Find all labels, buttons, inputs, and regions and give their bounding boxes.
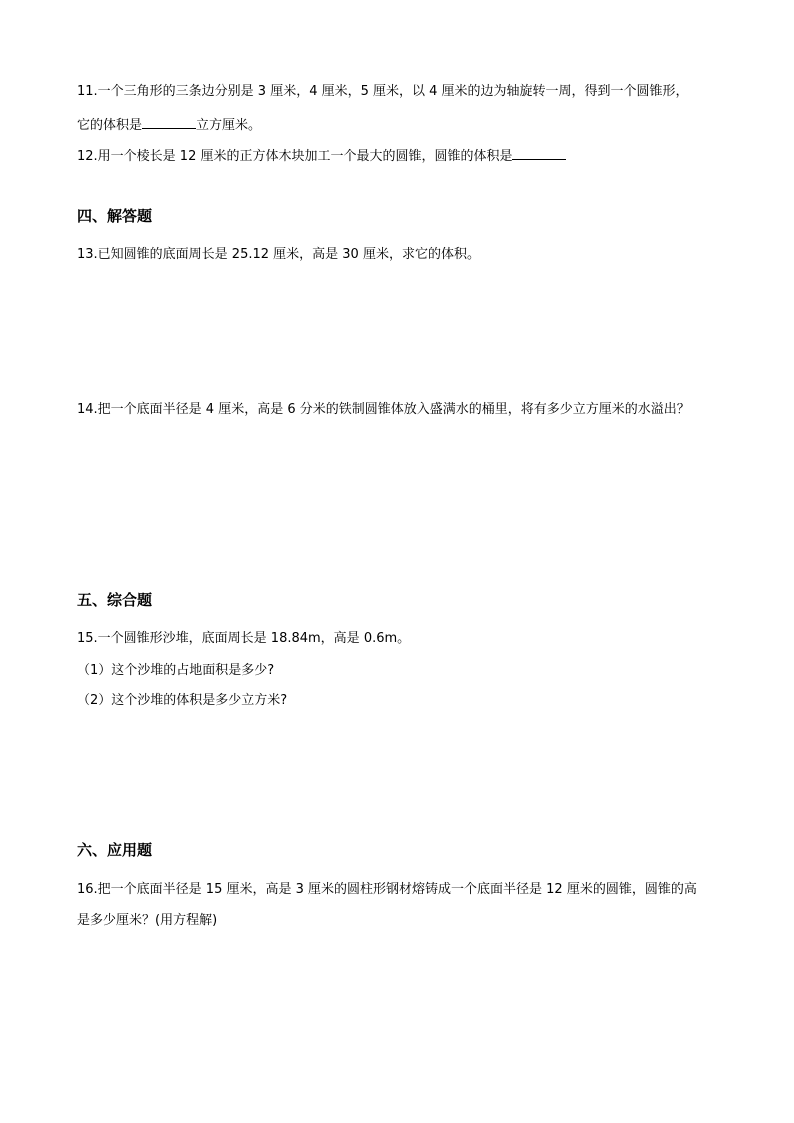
question-16-line-1: [77, 881, 697, 899]
question-15-text: 15.一个圆锥形沙堆，底面周长是 18.84m，高是 0.6m。: [77, 631, 411, 646]
question-13: [77, 246, 480, 264]
question-13-text: 13.已知圆锥的底面周长是 25.12 厘米，高是 30 厘米，求它的体积。: [77, 247, 480, 262]
question-16-text-2: 是多少厘米？(用方程解): [77, 913, 218, 928]
question-15: [77, 630, 410, 648]
question-15-sub-2-text: （2）这个沙堆的体积是多少立方米?: [77, 693, 288, 708]
section-heading-5: 五、综合题: [77, 591, 153, 609]
answer-blank[interactable]: [512, 146, 566, 160]
question-16-line-2: [77, 912, 217, 930]
section-heading-6: 六、应用题: [77, 841, 153, 859]
section-heading-4: 四、解答题: [77, 207, 153, 225]
answer-blank[interactable]: [142, 115, 196, 129]
question-11-line-1: [77, 83, 689, 101]
question-14: [77, 401, 690, 419]
question-15-sub-1: [77, 662, 274, 680]
question-12: [77, 146, 566, 166]
question-16-text: 16.把一个底面半径是 15 厘米，高是 3 厘米的圆柱形钢材熔铸成一个底面半径是 12 厘米的圆锥，圆锥的高: [77, 882, 697, 897]
question-11-text: 11.一个三角形的三条边分别是 3 厘米，4 厘米，5 厘米，以 4 厘米的边为轴旋转一周，得到一个圆锥形，: [77, 84, 689, 99]
question-15-sub-2: [77, 692, 287, 710]
question-14-text: 14.把一个底面半径是 4 厘米，高是 6 分米的铁制圆锥体放入盛满水的桶里，将有多少立方厘米的水溢出？: [77, 402, 690, 417]
question-15-sub-1-text: （1）这个沙堆的占地面积是多少?: [77, 663, 275, 678]
question-11-text-post: 立方厘米。: [196, 118, 262, 133]
question-11-text-pre: 它的体积是: [77, 118, 143, 133]
question-12-text: 12.用一个棱长是 12 厘米的正方体木块加工一个最大的圆锥，圆锥的体积是: [77, 149, 513, 164]
question-11-line-2: [77, 115, 261, 135]
